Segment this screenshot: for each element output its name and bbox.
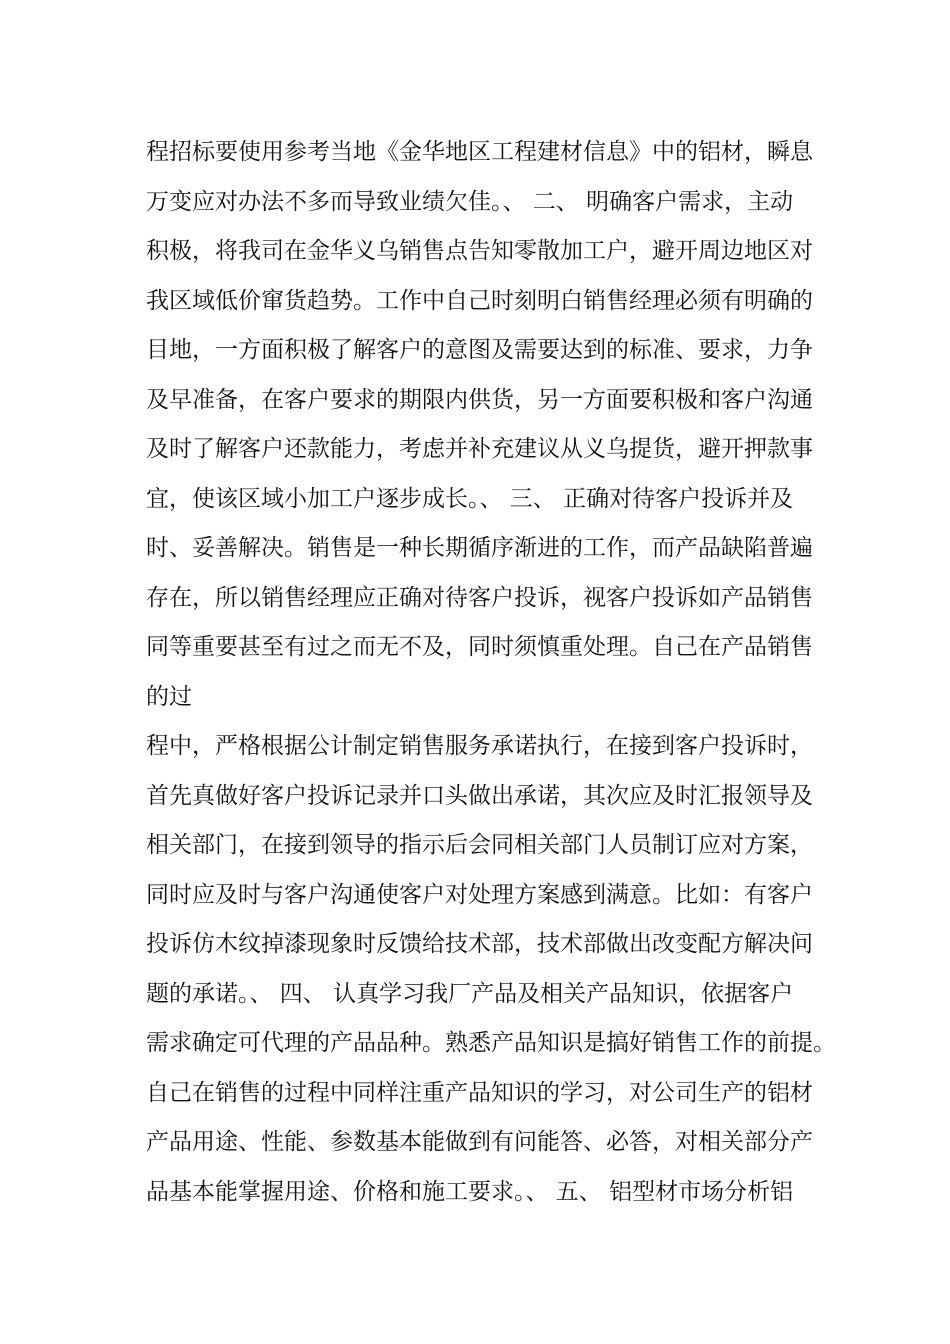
text-line: 的过: [146, 683, 192, 710]
text-line: 积极，将我司在金华义乌销售点告知零散加工户，避开周边地区对: [146, 238, 813, 264]
text-line: 存在，所以销售经理应正确对待客户投诉，视客户投诉如产品销售: [146, 584, 813, 611]
text-line: 我区域低价窜货趋势。工作中自己时刻明白销售经理必须有明确的: [146, 287, 813, 314]
text-line: 程招标要使用参考当地《金华地区工程建材信息》中的铝材，瞬息: [146, 139, 813, 165]
text-line: 自己在销售的过程中同样注重产品知识的学习，对公司生产的铝材: [146, 1079, 813, 1106]
text-line: 同等重要甚至有过之而无不及，同时须慎重处理。自己在产品销售: [146, 634, 813, 660]
text-line: 及时了解客户还款能力，考虑并补充建议从义乌提货，避开押款事: [146, 436, 813, 462]
text-line: 需求确定可代理的产品品种。熟悉产品知识是搞好销售工作的前提。: [146, 1030, 836, 1056]
text-line: 首先真做好客户投诉记录并口头做出承诺，其次应及时汇报领导及: [146, 782, 813, 809]
text-line: 时、妥善解决。销售是一种长期循序渐进的工作，而产品缺陷普遍: [146, 535, 813, 561]
text-line: 同时应及时与客户沟通使客户对处理方案感到满意。比如：有客户: [146, 881, 813, 908]
text-line: 相关部门，在接到领导的指示后会同相关部门人员制订应对方案，: [146, 832, 813, 858]
text-line: 宜，使该区域小加工户逐步成长。、 三、 正确对待客户投诉并及: [146, 485, 794, 512]
text-line: 产品用途、性能、参数基本能做到有问能答、必答，对相关部分产: [146, 1129, 813, 1155]
text-line: 品基本能掌握用途、价格和施工要求。、 五、 铝型材市场分析铝: [146, 1178, 794, 1205]
text-line: 目地，一方面积极了解客户的意图及需要达到的标准、要求，力争: [146, 337, 813, 363]
text-line: 题的承诺。、 四、 认真学习我厂产品及相关产品知识，依据客户: [146, 980, 794, 1007]
body-text: [146, 132, 836, 1221]
text-line: 投诉仿木纹掉漆现象时反馈给技术部，技术部做出改变配方解决问: [146, 931, 813, 957]
text-line: 万变应对办法不多而导致业绩欠佳。、 二、 明确客户需求，主动: [146, 188, 794, 215]
text-line: 程中，严格根据公计制定销售服务承诺执行，在接到客户投诉时，: [146, 733, 813, 759]
text-line: 及早准备，在客户要求的期限内供货，另一方面要积极和客户沟通: [146, 386, 813, 413]
